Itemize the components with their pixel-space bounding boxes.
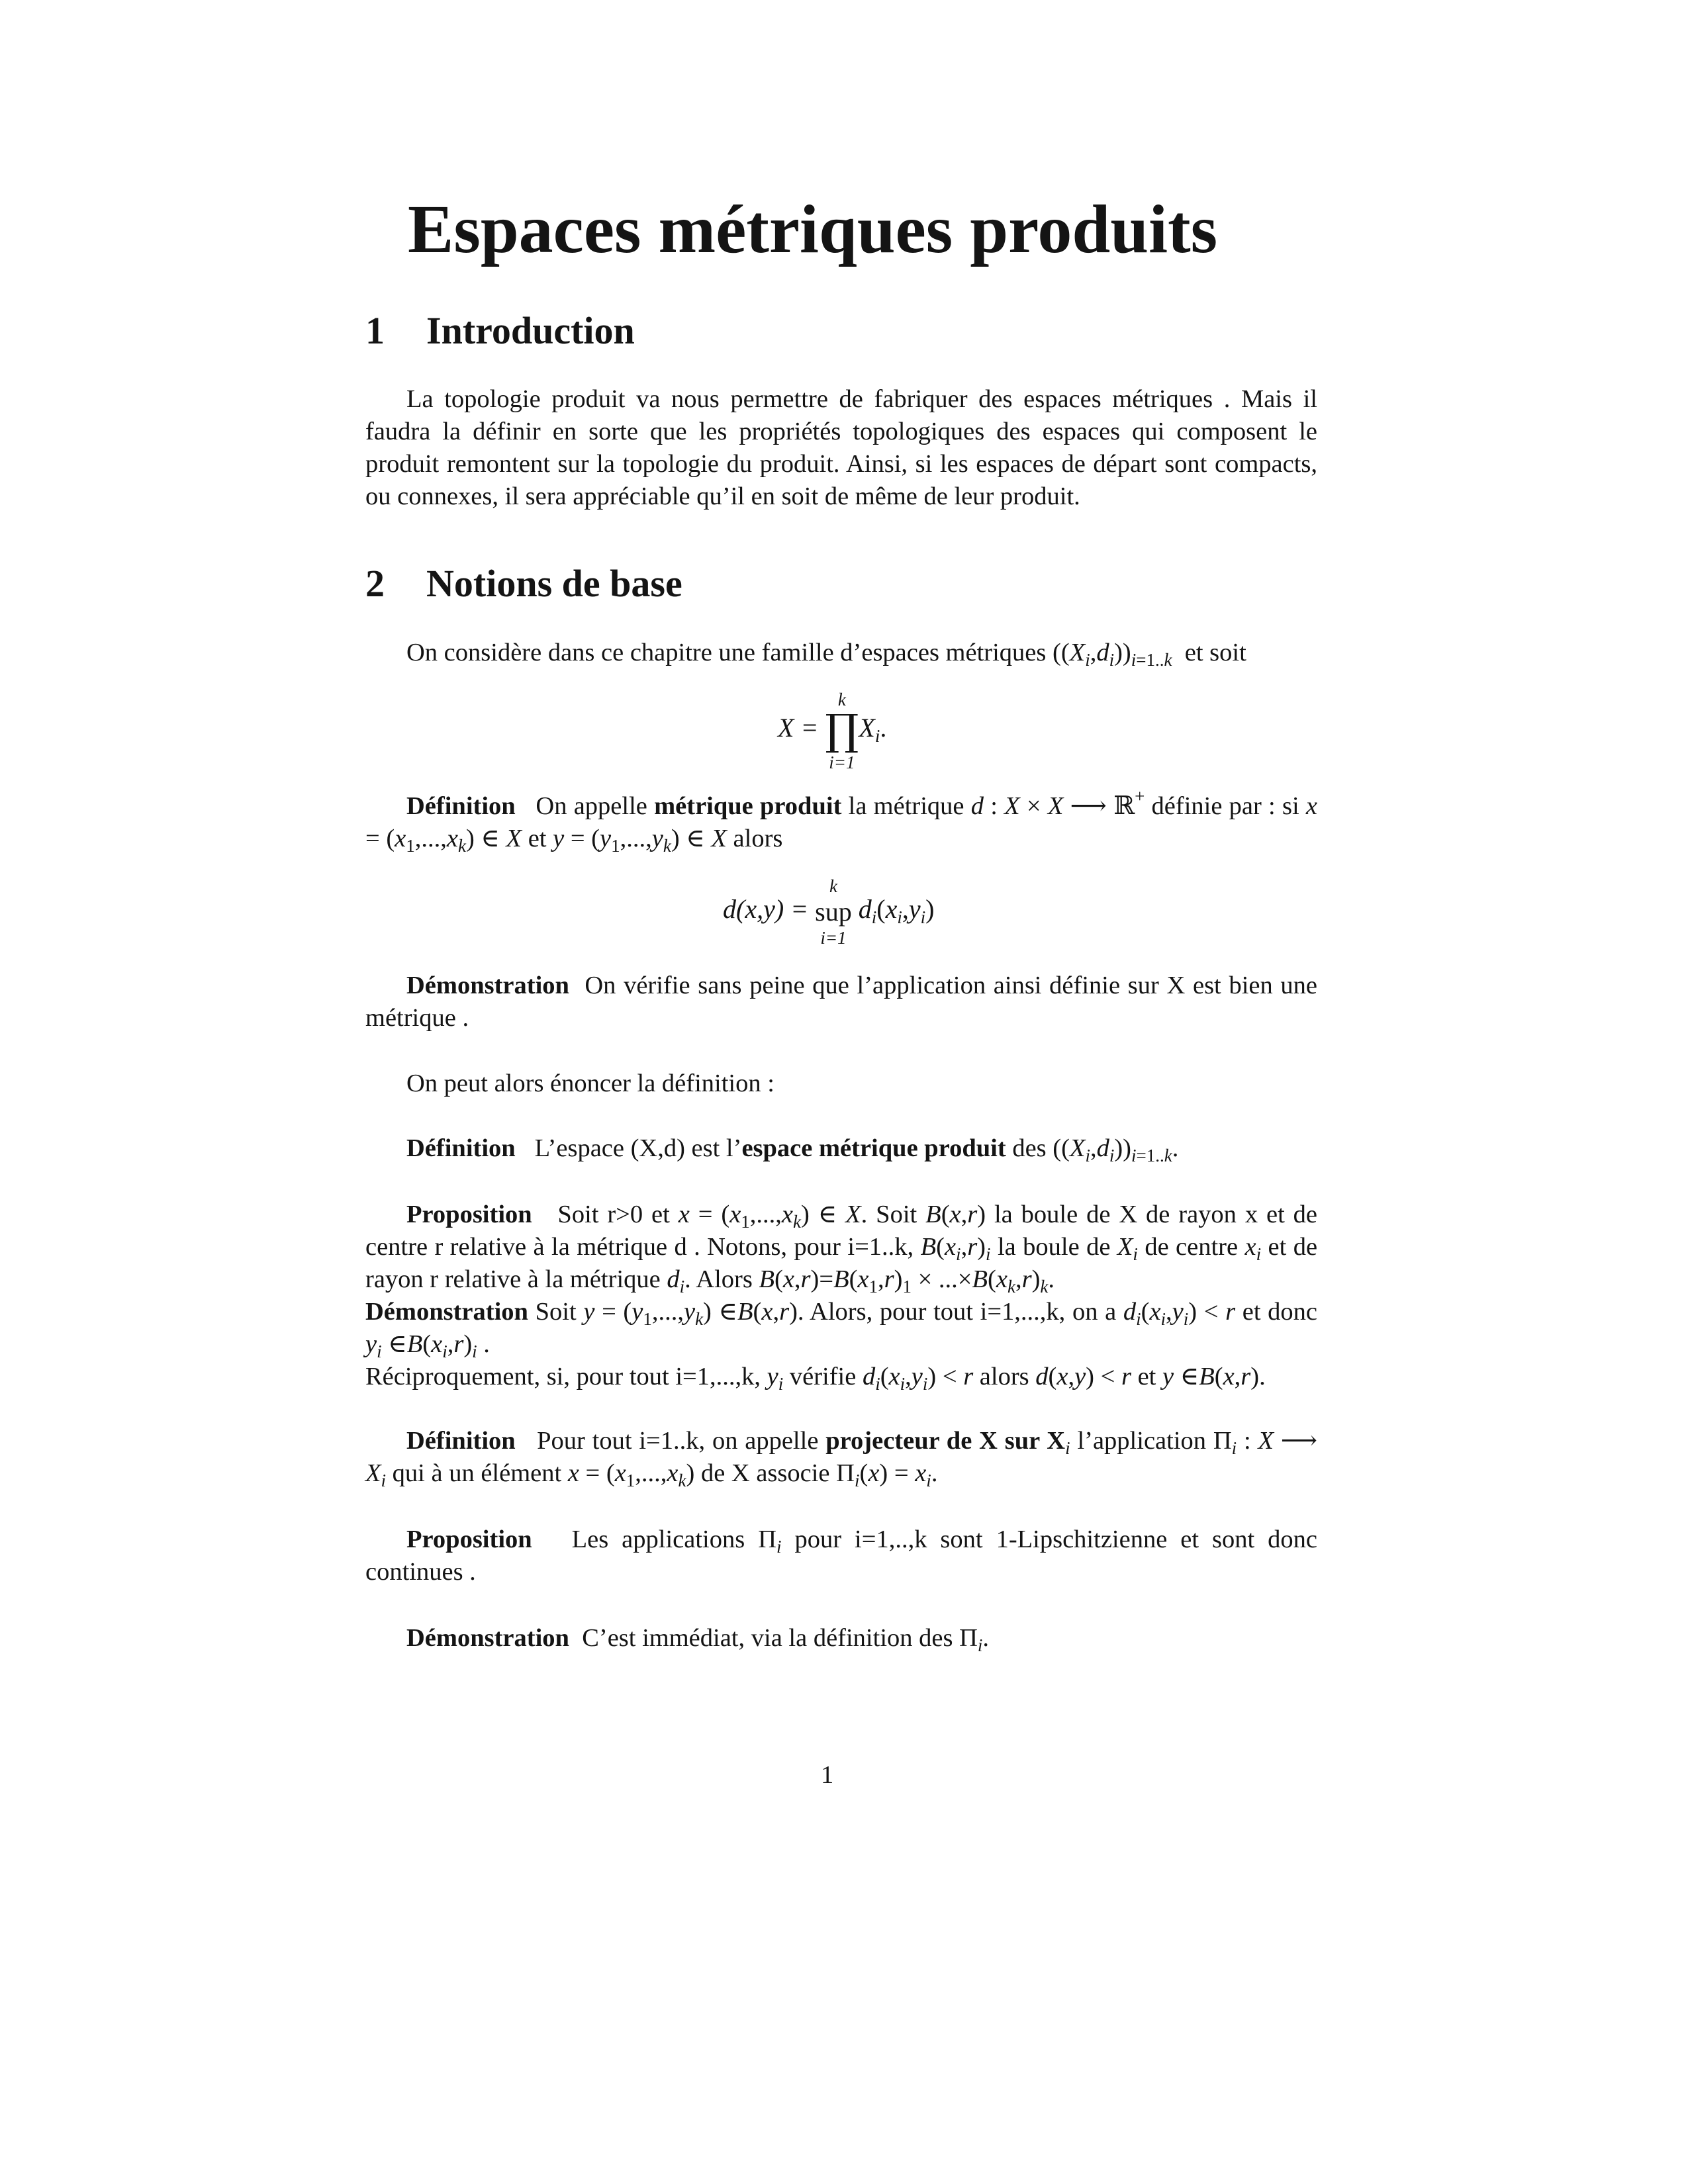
text: l’application <box>1077 1427 1207 1455</box>
text: des <box>1012 1134 1047 1162</box>
lower-limit: i=1 <box>820 928 847 948</box>
text: Pour tout i=1..k, on appelle <box>537 1427 819 1455</box>
demonstration-label: Démonstration <box>406 1624 569 1652</box>
demonstration-3: Démonstration C’est immédiat, via la définition des $\Pi_i$. <box>406 1624 990 1655</box>
section-number: 1 <box>365 309 385 352</box>
upper-limit: k <box>829 876 837 897</box>
text: On vérifie sans peine que l’application ainsi définie sur X est bien une métrique . <box>365 972 1317 1032</box>
demonstration-label: Démonstration <box>365 1298 528 1326</box>
text: et donc <box>1242 1298 1318 1326</box>
text: On considère dans ce chapitre une famille d’espaces métriques <box>406 639 1047 666</box>
text: Soit <box>535 1298 577 1326</box>
proposition-boules: Proposition Soit r>0 et $x = (x_1,...,x_k)$ ∈ X. Soit B(x,r) la boule de X de rayon x et de centre r relative à la métrique d . Notons, pour i=1..k, $B(x_i,r)_i$ la boule de $X_i$ de centre $x_i$ et de rayon r relative à la métrique $d_i$. Alors $B(x,r)=B(x_1,r)_1 \times ...\times B(x_k,r)_k$. <box>365 1201 1318 1297</box>
bold-term: espace métrique produit <box>741 1134 1006 1162</box>
proposition-lipschitz: Proposition Les applications $\Pi_i$ pour i=1,..,k sont 1-Lipschitzienne et sont donc continues . <box>365 1525 1318 1586</box>
text: de X associe <box>700 1459 830 1487</box>
notions-intro-paragraph: On considère dans ce chapitre une famille d’espaces métriques $((X_i,d_i))_{i=1..k}$ et soit <box>406 639 1246 670</box>
bold-term: projecteur de X sur $X_i$ <box>825 1427 1070 1458</box>
enonce-paragraph: On peut alors énoncer la définition : <box>406 1069 774 1097</box>
demonstration-1 <box>365 970 1317 1034</box>
formula-lhs: d(x,y) = <box>723 894 816 924</box>
text: et <box>1137 1363 1156 1390</box>
definition-espace-produit: Définition L’espace (X,d) est l’espace métrique produit des $((X_i,d_i))_{i=1..k}$. <box>406 1134 1179 1165</box>
text: On appelle <box>536 792 647 820</box>
section-heading-notions <box>365 563 682 605</box>
text: et <box>528 825 547 852</box>
definition-label: Définition <box>406 1427 516 1455</box>
product-formula: X = k ∏ i=1 $X_i$. <box>778 690 887 772</box>
text: et de rayon r relative à la métrique <box>365 1233 1318 1293</box>
text: alors <box>733 825 783 852</box>
proposition-label: Proposition <box>406 1201 532 1228</box>
text: C’est immédiat, via la définition des <box>582 1624 953 1652</box>
text: de centre <box>1145 1233 1239 1261</box>
text: la boule de <box>997 1233 1111 1261</box>
formula-lhs: X = <box>778 713 825 743</box>
page-number: 1 <box>821 1761 834 1789</box>
text: Soit r>0 et <box>557 1201 670 1228</box>
product-operator: k ∏ i=1 <box>825 690 859 772</box>
text: Les applications <box>571 1525 745 1553</box>
text: Réciproquement, si, pour tout i=1,...,k, <box>365 1363 761 1390</box>
definition-metrique-produit: Définition On appelle métrique produit la métrique d : X × X ⟶ ℝ+ définie par : si $x = (x_1,...,x_k)$ ∈ X et $y = (y_1,...,y_k)$ ∈ X alors <box>365 786 1317 856</box>
section-title: Introduction <box>426 309 635 352</box>
text: et soit <box>1184 639 1246 666</box>
intro-paragraph: La topologie produit va nous permettre de fabriquer des espaces métriques . Mais il faudra la définir en sorte que les propriétés topologiques des espaces qui composent le produit remontent sur la topologie du produit. Ainsi, si les espaces de départ sont compacts, ou connexes, il sera appréciable qu’il en soit de même de leur produit. <box>365 385 1317 510</box>
document-title: Espaces métriques produits <box>408 191 1218 267</box>
definition-projecteur: Définition Pour tout i=1..k, on appelle projecteur de X sur $X_i$ l’application $\Pi_i$ : X ⟶ $X_i$ qui à un élément $x = (x_1,...,x_k)$ de X associe $\Pi_i(x) = x_i$. <box>365 1427 1317 1490</box>
section-heading-introduction <box>365 310 635 352</box>
text: alors <box>979 1363 1029 1390</box>
text: vérifie <box>789 1363 857 1390</box>
text: la boule de X de rayon x et de centre r relative à la métrique d . Notons, pour i=1..k, <box>365 1201 1318 1261</box>
section-number: 2 <box>365 562 385 605</box>
operator: sup <box>815 897 852 927</box>
section-title: Notions de base <box>426 562 682 605</box>
bold-term: métrique produit <box>654 792 842 820</box>
text: . Alors <box>684 1265 753 1293</box>
text: la métrique <box>848 792 964 820</box>
text: . Alors, pour tout i=1,...,k, on a <box>797 1298 1117 1326</box>
upper-limit: k <box>837 690 846 709</box>
proposition-label: Proposition <box>406 1525 532 1553</box>
text: qui à un élément <box>392 1459 562 1487</box>
demonstration-2: Démonstration Soit $y = (y_1,...,y_k)$ ∈B(x,r). Alors, pour tout i=1,...,k, on a $d_i(x_i,y_i) < r$ et donc $y_i$ $\in B(x_i,r)_i$ . Réciproquement, si, pour tout i=1,...,k, $y_i$ vérifie $d_i(x_i,y_i) < r$ alors d(x,y) < r et y ∈B(x,r). <box>365 1298 1318 1394</box>
definition-label: Définition <box>406 792 516 820</box>
text: définie par : si <box>1151 792 1299 820</box>
text: . Soit <box>861 1201 917 1228</box>
lower-limit: i=1 <box>829 752 855 772</box>
definition-label: Définition <box>406 1134 516 1162</box>
text: pour i=1,..,k sont 1-Lipschitzienne et sont donc continues . <box>365 1525 1318 1586</box>
demonstration-label: Démonstration <box>406 972 569 999</box>
text: L’espace (X,d) est l’ <box>534 1134 742 1162</box>
sup-operator <box>815 876 852 948</box>
sup-formula: d(x,y) = k sup i=1 $d_i(x_i,y_i)$ <box>723 876 935 948</box>
